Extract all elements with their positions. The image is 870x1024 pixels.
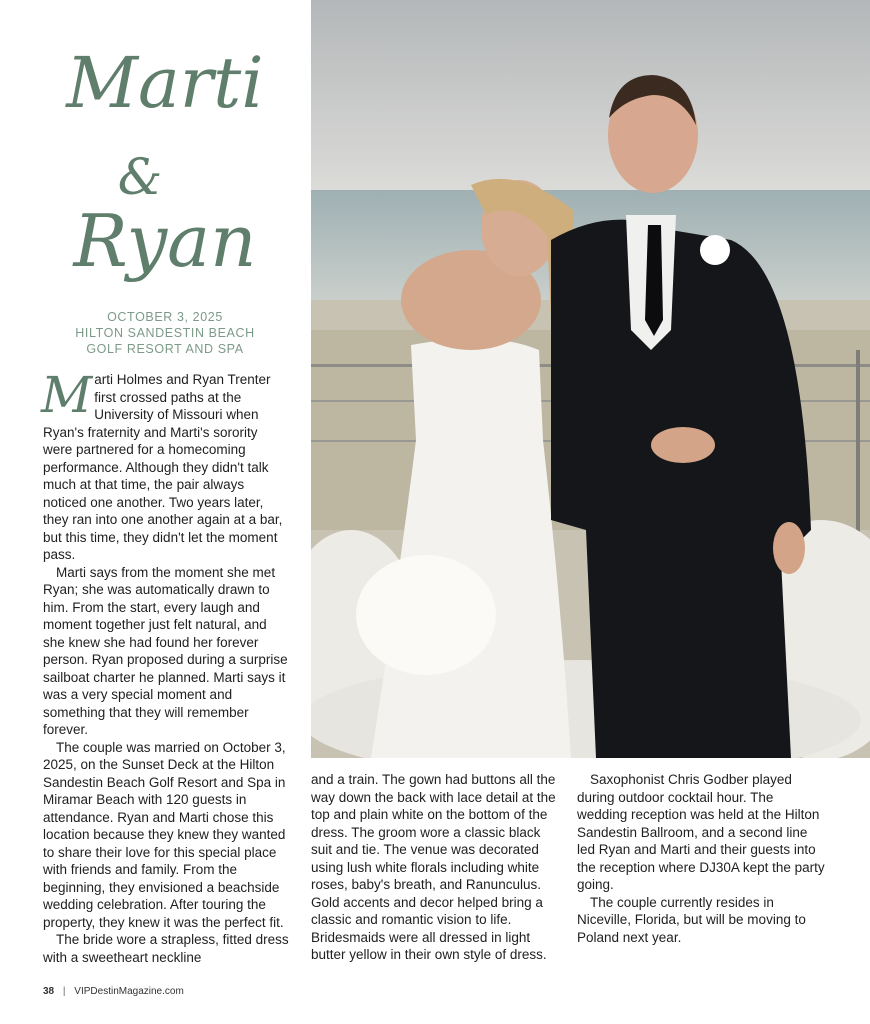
paragraph-7: The couple currently resides in Niceville, Florida, but will be moving to Poland next year. — [577, 894, 806, 945]
paragraph-1-text: arti Holmes and Ryan Trenter first crossed paths at the University of Missouri when Ryan's fraternity and Marti's sorority were partnered for a homecoming performance. Although they didn't talk much at that time, the pair always noticed one another. Two years later, they ran into one another again at a bar, but this time, they didn't let the moment pass. — [43, 372, 283, 562]
article-column-2 — [311, 771, 559, 964]
wedding-date: OCTOBER 3, 2025 — [107, 310, 223, 324]
couple-photo-illustration — [311, 0, 870, 758]
paragraph-4: The bride wore a strapless, fitted dress with a sweetheart neckline — [43, 932, 289, 965]
venue-line-2: GOLF RESORT AND SPA — [86, 341, 244, 356]
title-name-2: Ryan — [73, 199, 257, 283]
paragraph-3: The couple was married on October 3, 2025, on the Sunset Deck at the Hilton Sandestin Beach Golf Resort and Spa in Miramar Beach with 120 guests in attendance. Ryan and Marti chose this location because they knew they wanted to share their love for this special place with friends and family. From the beginning, they envisioned a beachside wedding celebration. After touring the property, they knew it was the perfect fit. — [43, 739, 286, 930]
footer-website: VIPDestinMagazine.com — [74, 986, 184, 997]
paragraph-1 — [41, 366, 289, 564]
footer-separator: | — [62, 986, 66, 997]
paragraph-6: Saxophonist Chris Godber played during outdoor cocktail hour. The wedding reception was held at the Hilton Sandestin Ballroom, and a second line led Ryan and Marti and their guests into the reception where DJ30A kept the party going. — [577, 772, 825, 892]
article-column-3 — [577, 771, 827, 946]
venue-name — [40, 326, 290, 357]
article-column-1 — [41, 366, 289, 966]
venue-line-1: HILTON SANDESTIN BEACH — [75, 326, 255, 340]
wedding-photo — [311, 0, 870, 758]
page-number: 38 — [43, 986, 55, 997]
paragraph-2: Marti says from the moment she met Ryan; she was automatically drawn to him. From the start, every laugh and moment together just felt natural, and she knew she had found her forever person. Ryan proposed during a surprise sailboat charter he planned. Marti says it was a very special moment and something that they will remember forever. — [43, 564, 288, 737]
page-footer — [43, 986, 184, 997]
title-ampersand: & — [117, 148, 163, 206]
drop-cap: M — [41, 366, 93, 424]
paragraph-5: and a train. The gown had buttons all the way down the back with lace detail at the top and plain white on the bottom of the dress. The groom wore a classic black suit and tie. The venue was decorated using lush white florals including white roses, baby's breath, and Ranunculus. Gold accents and decor helped bring a classic and romantic vision to life. Bridesmaids were all dressed in light butter yellow in their own style of dress. — [311, 772, 556, 962]
title-name-1: Marti — [66, 42, 264, 124]
